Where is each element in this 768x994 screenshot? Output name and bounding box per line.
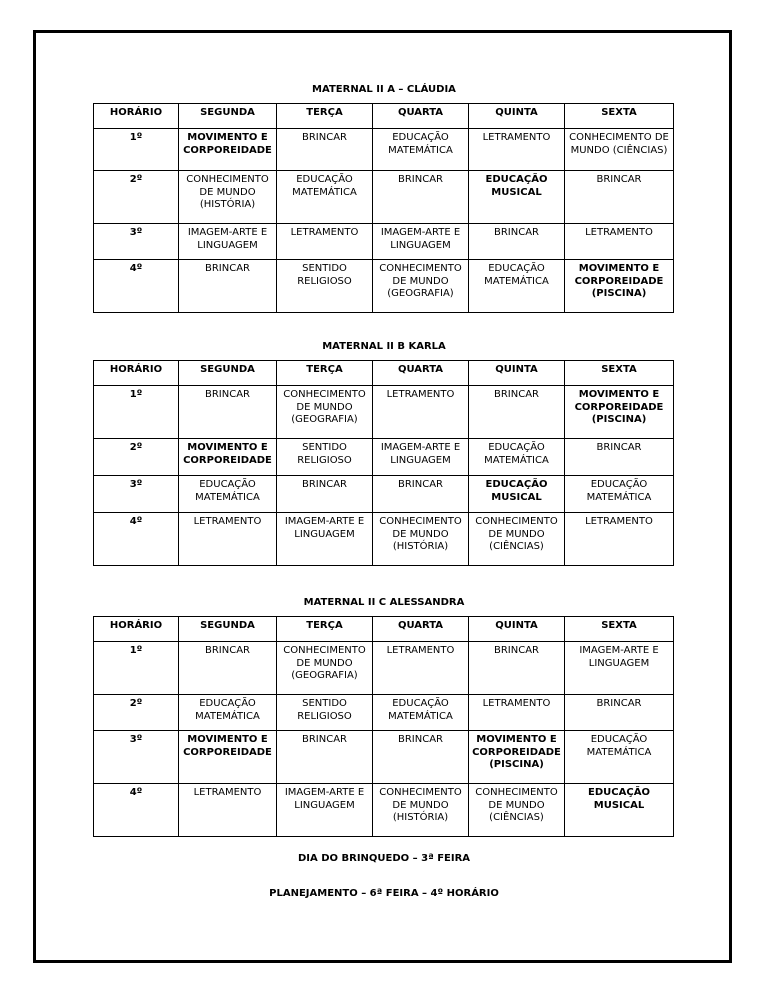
- schedule-cell: CONHECIMENTO DE MUNDO (GEOGRAFIA): [277, 386, 373, 439]
- table-row: [94, 476, 674, 513]
- header-sexta: SEXTA: [565, 104, 674, 129]
- header-terca: TERÇA: [277, 361, 373, 386]
- table-row: [94, 731, 674, 784]
- schedule-cell: IMAGEM-ARTE E LINGUAGEM: [373, 224, 469, 260]
- schedule-cell: EDUCAÇÃO MATEMÁTICA: [277, 171, 373, 224]
- schedule-cell: LETRAMENTO: [565, 513, 674, 566]
- header-quinta: QUINTA: [469, 617, 565, 642]
- schedule-cell: CONHECIMENTO DE MUNDO (HISTÓRIA): [373, 784, 469, 837]
- schedule-cell: BRINCAR: [179, 386, 277, 439]
- schedule-cell: LETRAMENTO: [469, 695, 565, 731]
- schedule-cell: CONHECIMENTO DE MUNDO (HISTÓRIA): [373, 513, 469, 566]
- period-cell: 1º: [94, 386, 179, 439]
- table-header-row: [94, 617, 674, 642]
- schedule-cell: LETRAMENTO: [373, 386, 469, 439]
- table-row: [94, 513, 674, 566]
- schedule-cell: IMAGEM-ARTE E LINGUAGEM: [565, 642, 674, 695]
- table-row: [94, 439, 674, 476]
- header-sexta: SEXTA: [565, 617, 674, 642]
- section-title-maternal-ii-b: MATERNAL II B KARLA: [322, 341, 446, 352]
- schedule-cell: IMAGEM-ARTE E LINGUAGEM: [277, 784, 373, 837]
- schedule-cell: MOVIMENTO E CORPOREIDADE: [179, 439, 277, 476]
- schedule-cell: BRINCAR: [565, 171, 674, 224]
- header-quinta: QUINTA: [469, 361, 565, 386]
- schedule-cell: BRINCAR: [373, 731, 469, 784]
- schedule-cell: CONHECIMENTO DE MUNDO (GEOGRAFIA): [373, 260, 469, 313]
- period-cell: 2º: [94, 695, 179, 731]
- table-row: [94, 171, 674, 224]
- period-cell: 3º: [94, 476, 179, 513]
- table-header-row: [94, 361, 674, 386]
- header-segunda: SEGUNDA: [179, 104, 277, 129]
- header-quinta: QUINTA: [469, 104, 565, 129]
- schedule-table-maternal-ii-a: [93, 103, 674, 313]
- schedule-cell: BRINCAR: [469, 386, 565, 439]
- section-title-maternal-ii-a: MATERNAL II A – CLÁUDIA: [312, 84, 456, 95]
- schedule-cell: MOVIMENTO E CORPOREIDADE (PISCINA): [565, 386, 674, 439]
- table-row: [94, 784, 674, 837]
- schedule-cell: BRINCAR: [179, 642, 277, 695]
- schedule-cell: MOVIMENTO E CORPOREIDADE: [179, 129, 277, 171]
- table-row: [94, 224, 674, 260]
- schedule-cell: EDUCAÇÃO MATEMÁTICA: [179, 476, 277, 513]
- header-terca: TERÇA: [277, 617, 373, 642]
- header-horario: HORÁRIO: [94, 361, 179, 386]
- header-terca: TERÇA: [277, 104, 373, 129]
- schedule-cell: EDUCAÇÃO MATEMÁTICA: [565, 731, 674, 784]
- schedule-cell: EDUCAÇÃO MATEMÁTICA: [469, 439, 565, 476]
- header-quarta: QUARTA: [373, 361, 469, 386]
- schedule-cell: EDUCAÇÃO MATEMÁTICA: [469, 260, 565, 313]
- table-row: [94, 695, 674, 731]
- period-cell: 4º: [94, 513, 179, 566]
- schedule-cell: CONHECIMENTO DE MUNDO (GEOGRAFIA): [277, 642, 373, 695]
- schedule-cell: SENTIDO RELIGIOSO: [277, 439, 373, 476]
- schedule-cell: BRINCAR: [373, 171, 469, 224]
- schedule-cell: IMAGEM-ARTE E LINGUAGEM: [277, 513, 373, 566]
- header-quarta: QUARTA: [373, 104, 469, 129]
- period-cell: 2º: [94, 171, 179, 224]
- schedule-cell: EDUCAÇÃO MATEMÁTICA: [179, 695, 277, 731]
- schedule-cell: BRINCAR: [179, 260, 277, 313]
- header-quarta: QUARTA: [373, 617, 469, 642]
- schedule-cell: LETRAMENTO: [565, 224, 674, 260]
- table-row: [94, 386, 674, 439]
- schedule-cell: SENTIDO RELIGIOSO: [277, 695, 373, 731]
- schedule-cell: BRINCAR: [277, 129, 373, 171]
- table-header-row: [94, 104, 674, 129]
- period-cell: 2º: [94, 439, 179, 476]
- schedule-cell: BRINCAR: [277, 731, 373, 784]
- schedule-cell: BRINCAR: [373, 476, 469, 513]
- schedule-cell: BRINCAR: [277, 476, 373, 513]
- schedule-cell: SENTIDO RELIGIOSO: [277, 260, 373, 313]
- schedule-table-maternal-ii-c: [93, 616, 674, 837]
- schedule-cell: BRINCAR: [469, 224, 565, 260]
- schedule-table-maternal-ii-b: [93, 360, 674, 566]
- header-segunda: SEGUNDA: [179, 361, 277, 386]
- header-segunda: SEGUNDA: [179, 617, 277, 642]
- schedule-cell: EDUCAÇÃO MUSICAL: [565, 784, 674, 837]
- period-cell: 3º: [94, 731, 179, 784]
- header-horario: HORÁRIO: [94, 104, 179, 129]
- schedule-cell: EDUCAÇÃO MATEMÁTICA: [565, 476, 674, 513]
- schedule-cell: MOVIMENTO E CORPOREIDADE (PISCINA): [565, 260, 674, 313]
- schedule-cell: LETRAMENTO: [469, 129, 565, 171]
- schedule-cell: EDUCAÇÃO MUSICAL: [469, 171, 565, 224]
- schedule-cell: LETRAMENTO: [179, 784, 277, 837]
- schedule-cell: BRINCAR: [469, 642, 565, 695]
- schedule-cell: EDUCAÇÃO MUSICAL: [469, 476, 565, 513]
- schedule-cell: IMAGEM-ARTE E LINGUAGEM: [373, 439, 469, 476]
- period-cell: 4º: [94, 260, 179, 313]
- schedule-cell: BRINCAR: [565, 439, 674, 476]
- schedule-cell: LETRAMENTO: [277, 224, 373, 260]
- period-cell: 3º: [94, 224, 179, 260]
- period-cell: 1º: [94, 129, 179, 171]
- schedule-cell: CONHECIMENTO DE MUNDO (CIÊNCIAS): [469, 513, 565, 566]
- schedule-cell: LETRAMENTO: [179, 513, 277, 566]
- schedule-cell: EDUCAÇÃO MATEMÁTICA: [373, 695, 469, 731]
- schedule-cell: MOVIMENTO E CORPOREIDADE (PISCINA): [469, 731, 565, 784]
- schedule-cell: MOVIMENTO E CORPOREIDADE: [179, 731, 277, 784]
- planning-note: PLANEJAMENTO – 6ª FEIRA – 4º HORÁRIO: [269, 888, 499, 899]
- section-title-maternal-ii-c: MATERNAL II C ALESSANDRA: [303, 597, 465, 608]
- schedule-cell: IMAGEM-ARTE E LINGUAGEM: [179, 224, 277, 260]
- period-cell: 4º: [94, 784, 179, 837]
- schedule-cell: EDUCAÇÃO MATEMÁTICA: [373, 129, 469, 171]
- table-row: [94, 642, 674, 695]
- schedule-cell: CONHECIMENTO DE MUNDO (CIÊNCIAS): [469, 784, 565, 837]
- table-row: [94, 129, 674, 171]
- schedule-cell: LETRAMENTO: [373, 642, 469, 695]
- schedule-cell: CONHECIMENTO DE MUNDO (CIÊNCIAS): [565, 129, 674, 171]
- header-horario: HORÁRIO: [94, 617, 179, 642]
- period-cell: 1º: [94, 642, 179, 695]
- toy-day-note: DIA DO BRINQUEDO – 3ª FEIRA: [297, 853, 471, 864]
- schedule-cell: BRINCAR: [565, 695, 674, 731]
- schedule-cell: CONHECIMENTO DE MUNDO (HISTÓRIA): [179, 171, 277, 224]
- header-sexta: SEXTA: [565, 361, 674, 386]
- table-row: [94, 260, 674, 313]
